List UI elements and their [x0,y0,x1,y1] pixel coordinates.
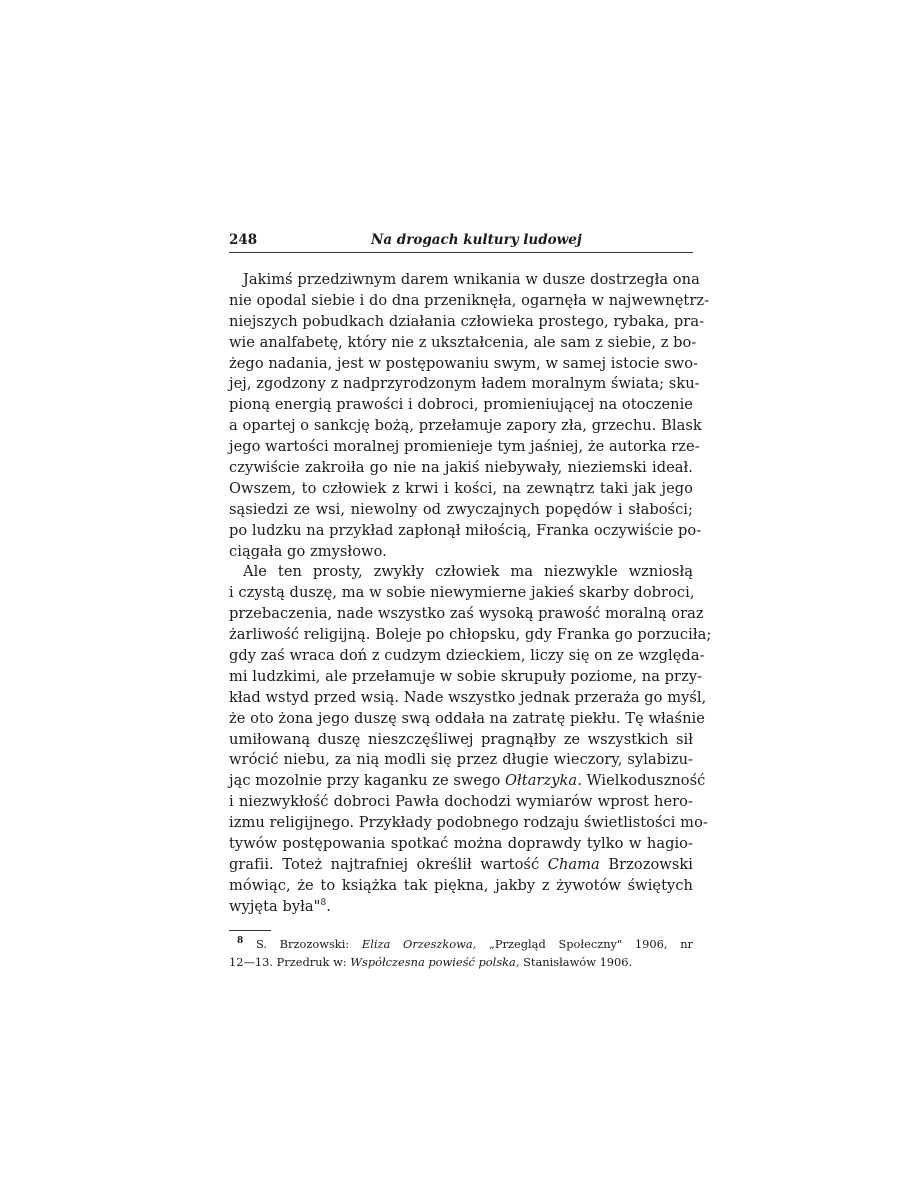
text-line: wyjęta była"$^8$. [229,897,331,915]
text-line: tywów postępowania spotkać można doprawdy tylko w hagio- [229,835,693,853]
page-number: 248 [229,232,258,248]
text-line: czywiście zakroiła go nie na jakiś niebywały, nieziemski ideał. [229,459,693,477]
page-header [229,232,693,250]
footnote-title: Eliza Orzeszkowa, [361,936,477,951]
footnote-author: S. Brzozowski: [255,936,362,951]
book-title-oltarzyk: Ołtarzyka [505,772,578,790]
text-line: żego nadania, jest w postępowaniu swym, w samej istocie swo- [229,354,699,372]
text-line: że oto żona jego duszę swą oddała na zatratę piekłu. Tę właśnie [229,709,705,727]
text-line: jego wartości moralnej promienieje tym jaśniej, że autorka rze- [229,438,700,456]
text-line: a opartej o sankcję bożą, przełamuje zapory zła, grzechu. Blask [229,417,702,435]
text-line: Owszem, to człowiek z krwi i kości, na zewnątrz taki jak jego [229,479,693,497]
text-line: i czystą duszę, ma w sobie niewymierne jakieś skarby dobroci, [229,584,695,602]
text-line: wie analfabetę, który nie z ukształcenia, ale sam z siebie, z bo- [229,333,697,351]
text-line: nie opodal siebie i do dna przeniknęła, ogarnęła w najwewnętrz- [229,291,710,309]
text-line: pioną energią prawości i dobroci, promieniującej na otoczenie [229,396,693,414]
text-line: przebaczenia, nade wszystko zaś wysoką prawość moralną oraz [229,605,704,623]
text-line: gdy zaś wraca doń z cudzym dzieckiem, liczy się on ze względa- [229,647,705,665]
text-line: mi ludzkimi, ale przełamuje w sobie skrupuły poziome, na przy- [229,667,703,685]
text-line: jej, zgodzony z nadprzyrodzonym ładem moralnym świata; sku- [229,375,700,393]
text-line: niejszych pobudkach działania człowieka prostego, rybaka, pra- [229,312,705,330]
text-line: sąsiedzi ze wsi, niewolny od zwyczajnych popędów i słabości; [229,500,693,518]
book-page [229,232,712,971]
footnote-title: Współczesna powieść polska, [350,954,520,969]
footnote-reference: 8 [320,897,327,908]
text-line: wrócić niebu, za nią modli się przez długie wieczory, sylabizu- [229,751,693,769]
footnote-rule [229,930,271,931]
footnote [229,935,693,971]
text-line: po ludzku na przykład zapłonął miłością, Franka oczywiście po- [229,521,702,539]
text-line: Jakimś przedziwnym darem wnikania w dusze dostrzegła ona [243,271,700,288]
text-line: kład wstyd przed wsią. Nade wszystko jednak przeraża go myśl, [229,688,707,706]
text-line: Ale ten prosty, zwykły człowiek ma niezwykle wzniosłą [243,563,693,581]
text-line: grafii. Toteż najtrafniej określił wartość Chama Brzozowski [229,855,693,873]
header-rule [229,252,693,253]
footnote-line: 12—13. Przedruk w: Współczesna powieść polska, Stanisławów 1906. [229,954,633,969]
text-line: izmu religijnego. Przykłady podobnego rodzaju świetlistości mo- [229,814,708,832]
book-title-cham: Chama [547,855,600,873]
text-line: żarliwość religijną. Boleje po chłopsku, gdy Franka go porzuciła; [229,626,712,644]
body-text [229,270,712,918]
footnote-marker: 8 [237,935,244,946]
footnote-line: $^8$ S. Brzozowski: Eliza Orzeszkowa, „Przegląd Społeczny" 1906, nr [237,935,693,951]
text-line: ciągała go zmysłowo. [229,542,387,560]
running-title: Na drogach kultury ludowej [371,232,582,248]
text-line: umiłowaną duszę nieszczęśliwej pragnąłby ze wszystkich sił [229,730,693,748]
text-line: jąc mozolnie przy kaganku ze swego Ołtarzyka. Wielkoduszność [229,772,706,790]
text-line: i niezwykłość dobroci Pawła dochodzi wymiarów wprost hero- [229,793,693,811]
text-line: mówiąc, że to książka tak piękna, jakby z żywotów świętych [229,876,693,894]
